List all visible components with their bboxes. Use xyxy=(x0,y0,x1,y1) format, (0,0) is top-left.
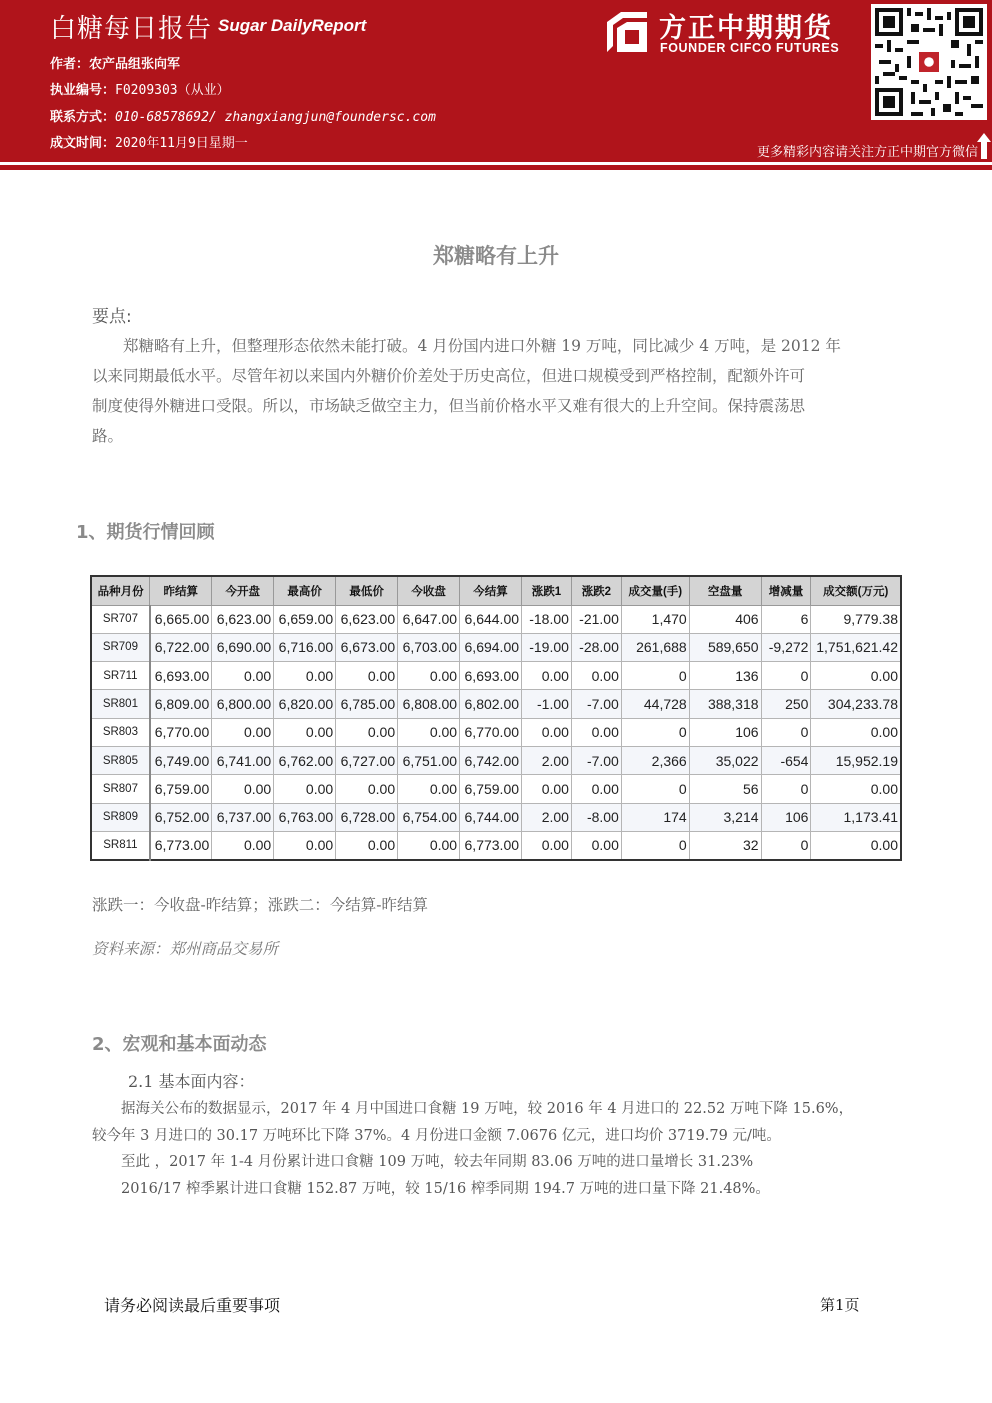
table-cell: 6,752.00 xyxy=(150,803,212,831)
author-name: 农产品组张向军 xyxy=(89,57,181,72)
table-row xyxy=(91,605,901,633)
table-cell: 6,759.00 xyxy=(150,775,212,803)
logo-text-en: FOUNDER CIFCO FUTURES xyxy=(660,41,840,55)
table-row xyxy=(91,775,901,803)
license-label: 执业编号： xyxy=(50,83,116,98)
table-cell: 0.00 xyxy=(336,775,398,803)
table-cell: 0.00 xyxy=(274,662,336,690)
body-line: 2016/17 榨季累计进口食糖 152.87 万吨，较 15/16 榨季同期 194.7 万吨的进口量下降 21.48%。 xyxy=(92,1180,770,1197)
license-number: F0209303（从业） xyxy=(115,83,230,98)
header-stripe xyxy=(0,162,992,170)
table-row xyxy=(91,662,901,690)
futures-quotes-table xyxy=(90,575,902,861)
contract-code-cell: SR709 xyxy=(91,633,150,661)
table-cell: 0 xyxy=(621,775,689,803)
contract-code-cell: SR809 xyxy=(91,803,150,831)
table-cell: 0 xyxy=(621,718,689,746)
table-header-cell: 最低价 xyxy=(336,576,398,605)
table-cell: 6,727.00 xyxy=(336,746,398,774)
table-row xyxy=(91,633,901,661)
table-cell: 6,673.00 xyxy=(336,633,398,661)
table-cell: 2.00 xyxy=(522,803,572,831)
author-line xyxy=(50,53,180,72)
wechat-qr-code[interactable] xyxy=(871,4,987,120)
table-cell: 6,770.00 xyxy=(150,718,212,746)
page-number: 第1页 xyxy=(820,1296,860,1314)
table-cell: 6,773.00 xyxy=(150,831,212,859)
table-cell: 0.00 xyxy=(336,831,398,859)
table-cell: 1,470 xyxy=(621,605,689,633)
table-cell: 6,665.00 xyxy=(150,605,212,633)
key-points-label: 要点: xyxy=(92,307,132,327)
contact-info[interactable]: 010-68578692/ zhangxiangjun@foundersc.com xyxy=(115,110,436,125)
table-cell: 0 xyxy=(761,718,811,746)
table-cell: 174 xyxy=(621,803,689,831)
table-cell: -8.00 xyxy=(571,803,621,831)
contract-code-cell: SR803 xyxy=(91,718,150,746)
table-header-cell: 成交额(万元) xyxy=(811,576,901,605)
table-cell: 6,763.00 xyxy=(274,803,336,831)
table-cell: 0.00 xyxy=(336,718,398,746)
table-cell: 0.00 xyxy=(571,831,621,859)
table-cell: 0 xyxy=(761,831,811,859)
table-cell: 6,741.00 xyxy=(212,746,274,774)
table-header-cell: 最高价 xyxy=(274,576,336,605)
table-cell: 6,759.00 xyxy=(460,775,522,803)
table-cell: 6,744.00 xyxy=(460,803,522,831)
table-row xyxy=(91,803,901,831)
table-header-cell: 昨结算 xyxy=(150,576,212,605)
table-cell: 6,722.00 xyxy=(150,633,212,661)
table-cell: -9,272 xyxy=(761,633,811,661)
table-cell: 6,800.00 xyxy=(212,690,274,718)
table-cell: 2,366 xyxy=(621,746,689,774)
table-cell: 0.00 xyxy=(212,718,274,746)
table-cell: 6,754.00 xyxy=(398,803,460,831)
contact-line xyxy=(50,106,436,125)
table-cell: 6,623.00 xyxy=(212,605,274,633)
table-cell: 106 xyxy=(689,718,761,746)
table-cell: 6,647.00 xyxy=(398,605,460,633)
table-cell: 56 xyxy=(689,775,761,803)
table-cell: 32 xyxy=(689,831,761,859)
table-cell: 0 xyxy=(621,662,689,690)
contract-code-cell: SR711 xyxy=(91,662,150,690)
report-header xyxy=(0,0,992,162)
table-cell: 6,690.00 xyxy=(212,633,274,661)
contract-code-cell: SR801 xyxy=(91,690,150,718)
table-cell: 44,728 xyxy=(621,690,689,718)
table-cell: 6,751.00 xyxy=(398,746,460,774)
table-cell: 0.00 xyxy=(274,718,336,746)
fundamentals-paragraph xyxy=(92,1096,912,1202)
summary-line: 路。 xyxy=(92,427,124,445)
table-cell: 35,022 xyxy=(689,746,761,774)
table-header-cell: 今收盘 xyxy=(398,576,460,605)
table-cell: 0.00 xyxy=(522,831,572,859)
table-cell: 6,809.00 xyxy=(150,690,212,718)
table-note: 涨跌一：今收盘-昨结算；涨跌二：今结算-昨结算 xyxy=(92,896,428,914)
table-cell: 388,318 xyxy=(689,690,761,718)
table-cell: 6,785.00 xyxy=(336,690,398,718)
follow-wechat-text: 更多精彩内容请关注方正中期官方微信 xyxy=(756,145,978,160)
table-cell: 136 xyxy=(689,662,761,690)
table-cell: 6,693.00 xyxy=(150,662,212,690)
contract-code-cell: SR807 xyxy=(91,775,150,803)
table-cell: 0.00 xyxy=(212,662,274,690)
report-title-cn: 白糖每日报告 xyxy=(50,14,213,44)
table-cell: 6,623.00 xyxy=(336,605,398,633)
table-cell: 0.00 xyxy=(571,662,621,690)
table-cell: 0.00 xyxy=(398,662,460,690)
report-date: 2020年11月9日星期一 xyxy=(115,136,248,151)
table-cell: 0.00 xyxy=(398,831,460,859)
table-cell: 0.00 xyxy=(571,718,621,746)
table-cell: 1,173.41 xyxy=(811,803,901,831)
table-header-cell: 增减量 xyxy=(761,576,811,605)
arrow-up-icon xyxy=(976,132,992,160)
table-cell: -28.00 xyxy=(571,633,621,661)
summary-line: 郑糖略有上升，但整理形态依然未能打破。4 月份国内进口外糖 19 万吨，同比减少 4 万吨，是 2012 年 xyxy=(92,337,841,355)
table-row xyxy=(91,831,901,859)
summary-line: 以来同期最低水平。尽管年初以来国内外糖价价差处于历史高位，但进口规模受到严格控制，配额外许可 xyxy=(92,367,806,385)
table-cell: 1,751,621.42 xyxy=(811,633,901,661)
table-cell: 0.00 xyxy=(274,775,336,803)
table-header-cell: 成交量(手) xyxy=(621,576,689,605)
table-cell: -21.00 xyxy=(571,605,621,633)
table-cell: 0 xyxy=(761,775,811,803)
section2-heading: 2、宏观和基本面动态 xyxy=(92,1034,267,1055)
table-cell: 406 xyxy=(689,605,761,633)
table-cell: 9,779.38 xyxy=(811,605,901,633)
table-cell: -1.00 xyxy=(522,690,572,718)
contract-code-cell: SR811 xyxy=(91,831,150,859)
body-line: 据海关公布的数据显示，2017 年 4 月中国进口食糖 19 万吨，较 2016 年 4 月进口的 22.52 万吨下降 15.6%， xyxy=(92,1101,854,1117)
table-cell: 106 xyxy=(761,803,811,831)
table-cell: 6,762.00 xyxy=(274,746,336,774)
table-cell: 0.00 xyxy=(336,662,398,690)
date-line xyxy=(50,132,248,151)
contact-label: 联系方式： xyxy=(50,110,116,125)
table-cell: 0.00 xyxy=(811,831,901,859)
table-cell: 250 xyxy=(761,690,811,718)
license-line xyxy=(50,79,230,98)
table-cell: 0.00 xyxy=(522,775,572,803)
table-cell: 304,233.78 xyxy=(811,690,901,718)
table-cell: 6,773.00 xyxy=(460,831,522,859)
table-cell: 0.00 xyxy=(398,775,460,803)
table-cell: 0.00 xyxy=(571,775,621,803)
qr-code-icon xyxy=(875,8,983,116)
report-title-en: Sugar DailyReport xyxy=(218,16,367,35)
body-line: 至此 ，2017 年 1-4 月份累计进口食糖 109 万吨，较去年同期 83.06 万吨的进口量增长 31.23% xyxy=(92,1154,754,1170)
table-row xyxy=(91,718,901,746)
table-cell: -7.00 xyxy=(571,746,621,774)
table-cell: 0.00 xyxy=(811,718,901,746)
logo-text-cn: 方正中期期货 xyxy=(659,13,833,44)
table-header-row xyxy=(91,576,901,605)
company-logo xyxy=(603,6,863,58)
table-cell: 0 xyxy=(761,662,811,690)
table-cell: 0.00 xyxy=(811,662,901,690)
table-cell: 6,770.00 xyxy=(460,718,522,746)
table-header-cell: 今结算 xyxy=(460,576,522,605)
table-cell: 6,716.00 xyxy=(274,633,336,661)
table-cell: 15,952.19 xyxy=(811,746,901,774)
table-body xyxy=(91,605,901,860)
footer-notice: 请务必阅读最后重要事项 xyxy=(104,1296,281,1315)
table-header-cell: 今开盘 xyxy=(212,576,274,605)
page-title: 郑糖略有上升 xyxy=(433,244,559,268)
table-cell: 6,659.00 xyxy=(274,605,336,633)
table-cell: 3,214 xyxy=(689,803,761,831)
table-cell: 0.00 xyxy=(274,831,336,859)
data-source: 资料来源：郑州商品交易所 xyxy=(92,940,279,958)
summary-line: 制度使得外糖进口受限。所以，市场缺乏做空主力，但当前价格水平又难有很大的上升空间。保持震荡思 xyxy=(92,397,806,415)
table-cell: 6,694.00 xyxy=(460,633,522,661)
table-cell: 6,644.00 xyxy=(460,605,522,633)
table-header-cell: 涨跌1 xyxy=(522,576,572,605)
founder-logo-icon xyxy=(603,8,651,56)
table-cell: 0.00 xyxy=(522,718,572,746)
table-cell: -18.00 xyxy=(522,605,572,633)
table-cell: 6,749.00 xyxy=(150,746,212,774)
contract-code-cell: SR707 xyxy=(91,605,150,633)
table-cell: -19.00 xyxy=(522,633,572,661)
table-header-cell: 品种月份 xyxy=(91,576,150,605)
table-cell: 6 xyxy=(761,605,811,633)
table-cell: 6,737.00 xyxy=(212,803,274,831)
summary-paragraph xyxy=(92,331,904,451)
table-header-cell: 空盘量 xyxy=(689,576,761,605)
table-cell: 0.00 xyxy=(212,831,274,859)
table-cell: 0.00 xyxy=(212,775,274,803)
table-cell: 261,688 xyxy=(621,633,689,661)
subsection-heading: 2.1 基本面内容： xyxy=(128,1072,255,1091)
author-label: 作者： xyxy=(50,57,90,72)
table-header-cell: 涨跌2 xyxy=(571,576,621,605)
date-label: 成文时间： xyxy=(50,136,116,151)
contract-code-cell: SR805 xyxy=(91,746,150,774)
table-cell: 6,703.00 xyxy=(398,633,460,661)
table-cell: 6,802.00 xyxy=(460,690,522,718)
table-cell: 0.00 xyxy=(522,662,572,690)
section1-heading: 1、期货行情回顾 xyxy=(76,522,215,543)
table-cell: 6,728.00 xyxy=(336,803,398,831)
table-cell: -654 xyxy=(761,746,811,774)
table-cell: 0.00 xyxy=(398,718,460,746)
table-cell: -7.00 xyxy=(571,690,621,718)
table-cell: 589,650 xyxy=(689,633,761,661)
table-row xyxy=(91,746,901,774)
table-cell: 6,808.00 xyxy=(398,690,460,718)
table-cell: 0 xyxy=(621,831,689,859)
table-cell: 6,820.00 xyxy=(274,690,336,718)
table-cell: 6,693.00 xyxy=(460,662,522,690)
table-cell: 0.00 xyxy=(811,775,901,803)
table-cell: 2.00 xyxy=(522,746,572,774)
table-row xyxy=(91,690,901,718)
table-cell: 6,742.00 xyxy=(460,746,522,774)
body-line: 较今年 3 月进口的 30.17 万吨环比下降 37%。4 月份进口金额 7.0676 亿元，进口均价 3719.79 元/吨。 xyxy=(92,1127,781,1144)
